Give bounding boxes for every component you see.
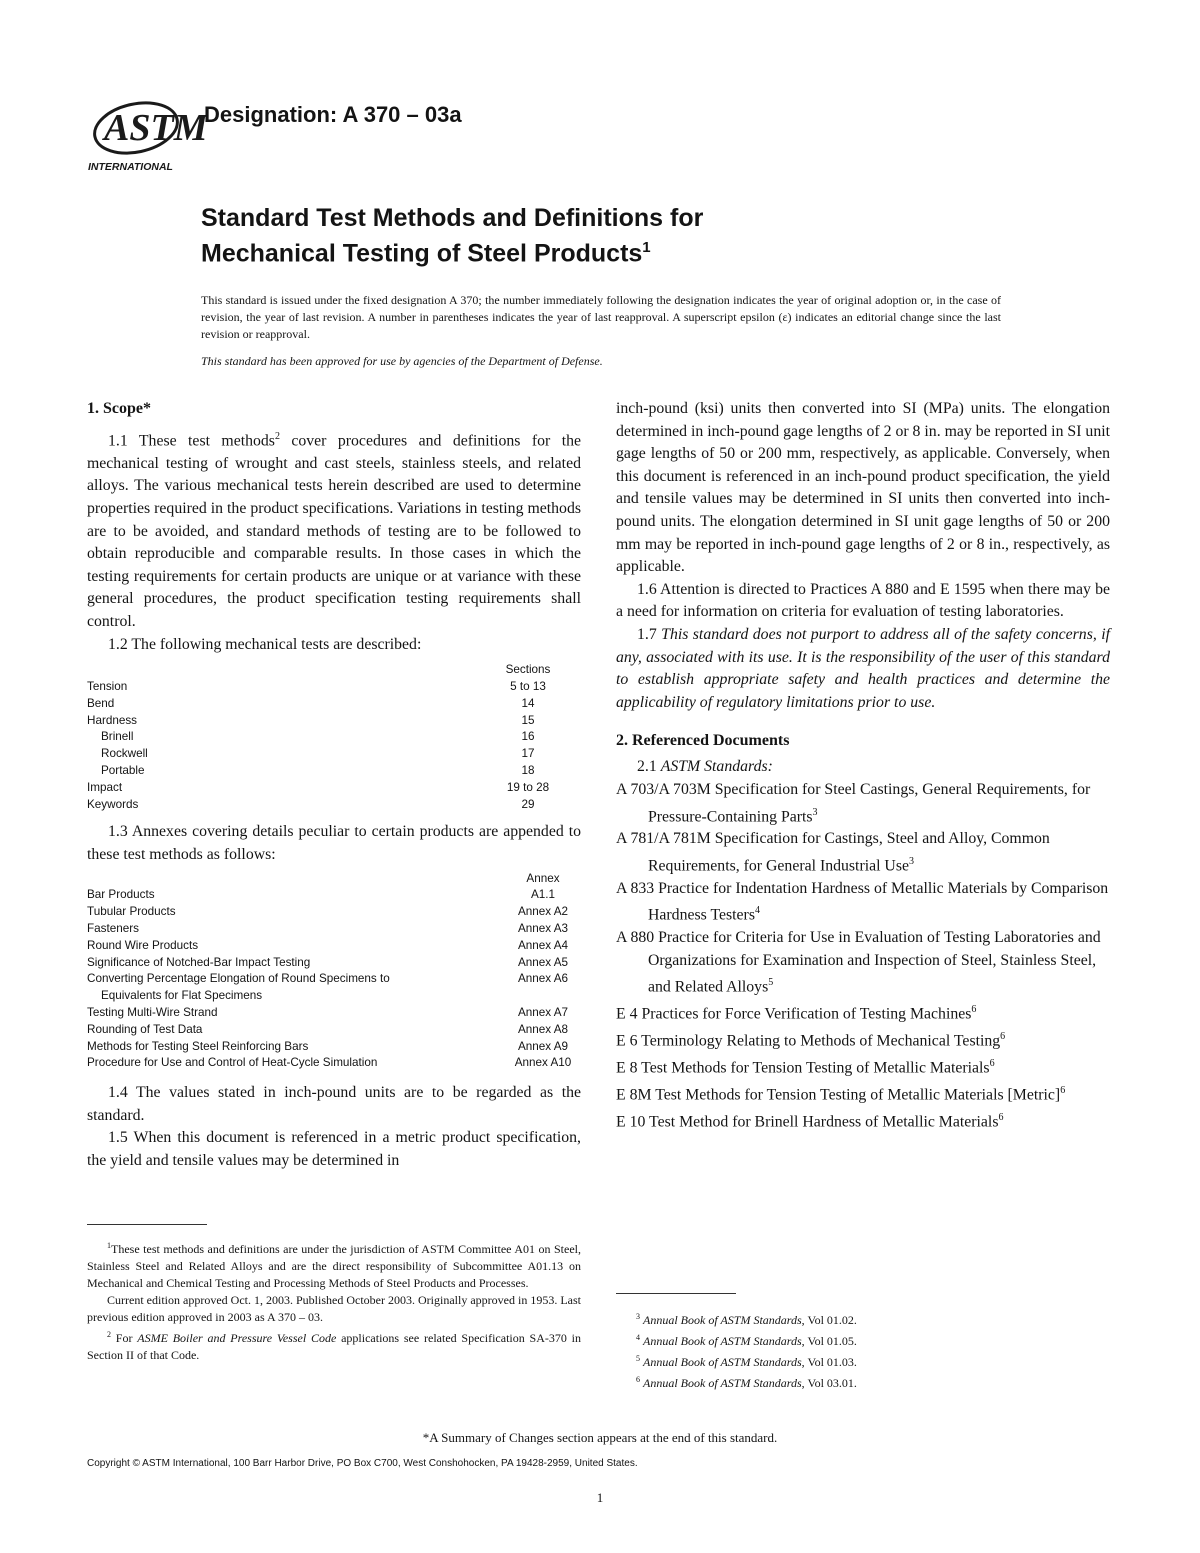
reference-item: E 4 Practices for Force Verification of Testing Machines$^6$ — [616, 1004, 977, 1023]
reference-item: A 781/A 781M Specification for Castings, Steel and Alloy, Common Requirements, for General Industrial Use$^3$ — [616, 830, 1050, 875]
table-row: Rounding of Test Data Annex A8 — [87, 1022, 569, 1036]
reference-item: E 6 Terminology Relating to Methods of Mechanical Testing$^6$ — [616, 1031, 1006, 1050]
table-row: Testing Multi-Wire Strand Annex A7 — [87, 1005, 569, 1019]
table-row: Tension 5 to 13 — [87, 680, 546, 693]
reference-item: E 8 Test Methods for Tension Testing of Metallic Materials$^6$ — [616, 1058, 995, 1077]
table-row: Procedure for Use and Control of Heat-Cycle Simulation Annex A10 — [87, 1056, 572, 1070]
table-row: Brinell 16 — [101, 730, 535, 744]
issued-note: This standard is issued under the fixed designation A 370; the number immediately following the designation indicates the year of original adoption or, in the case of revision, the year of last revision. A number in parentheses indicates the year of last reapproval. A superscript epsilon (ε) indicates an editorial change since the last revision or reapproval. — [201, 293, 1001, 341]
footnote-rule-right — [616, 1293, 736, 1294]
table-header: Annex — [526, 871, 560, 885]
paragraph-1-5-continued: inch-pound (ksi) units then converted into SI (MPa) units. The elongation determined in inch-pound gage lengths of 2 or 8 in. may be reported in SI unit gage lengths of 50 or 200 mm, respectively, as applicable. Conversely, when this document is referenced in an inch-pound product specification, the yield and tensile values may be determined in SI units then converted into inch-pound units. The elongation determined in SI unit gage lengths of 50 or 200 mm may be reported in inch-pound gage lengths of 2 or 8 in., respectively, as applicable. — [616, 400, 1110, 576]
paragraph-1-3: 1.3 Annexes covering details peculiar to certain products are appended to these test methods as follows: — [87, 823, 581, 863]
reference-item: A 880 Practice for Criteria for Use in Evaluation of Testing Laboratories and Organizations for Examination and Inspection of Steel, Stainless Steel, and Related Alloys$^5$ — [616, 929, 1101, 996]
edition-note: Current edition approved Oct. 1, 2003. Published October 2003. Originally approved in 1953. Last previous edition approved in 2003 as A 370 – 03. — [87, 1293, 581, 1324]
designation: Designation: A 370 – 03a — [204, 102, 462, 127]
table-row: Portable 18 — [101, 763, 535, 777]
section-heading-scope: 1. Scope* — [87, 400, 151, 417]
footnotes-left — [87, 1237, 581, 1364]
table-row: Tubular Products Annex A2 — [87, 905, 569, 919]
paragraph-1-5: 1.5 When this document is referenced in a metric product specification, the yield and tensile values may be determined in — [87, 1129, 581, 1169]
section-heading-referenced-documents: 2. Referenced Documents — [616, 732, 790, 750]
table-row: Bar Products A1.1 — [87, 888, 556, 902]
footnotes-right — [616, 1308, 1110, 1392]
paragraph-1-4: 1.4 The values stated in inch-pound units are to be regarded as the standard. — [87, 1084, 581, 1124]
annex-table — [87, 871, 581, 1073]
footnote-4: $^4$ Annual Book of ASTM Standards, Vol 01.05. — [636, 1333, 857, 1348]
footnote-2: $^2$ For ASME Boiler and Pressure Vessel Code applications see related Specification SA-370 in Section II of that Code. — [87, 1330, 582, 1362]
footnote-rule-left — [87, 1224, 207, 1225]
reference-item: E 10 Test Method for Brinell Hardness of Metallic Materials$^6$ — [616, 1111, 1004, 1131]
table-row: Significance of Notched-Bar Impact Testing Annex A5 — [87, 955, 569, 969]
document-title — [201, 203, 703, 268]
logo-lettering: ASTM — [104, 107, 208, 149]
summary-of-changes-note: *A Summary of Changes section appears at the end of this standard. — [422, 1430, 778, 1445]
table-row: Methods for Testing Steel Reinforcing Bars Annex A9 — [87, 1039, 569, 1053]
title-line-2: Mechanical Testing of Steel Products$^1$ — [201, 239, 651, 268]
paragraph-2-1: 2.1 ASTM Standards: — [637, 758, 773, 776]
astm-logo — [86, 94, 208, 174]
tests-table — [87, 662, 581, 813]
table-row: Converting Percentage Elongation of Round Specimens to Annex A6 — [87, 972, 569, 986]
logo-international-text: INTERNATIONAL — [88, 161, 173, 173]
paragraph-1-2: 1.2 The following mechanical tests are described: — [108, 635, 422, 653]
copyright-line: Copyright © ASTM International, 100 Barr Harbor Drive, PO Box C700, West Conshohocken, PA 19428-2959, United States. — [87, 1458, 638, 1469]
table-row: Bend 14 — [87, 696, 535, 710]
table-row: Round Wire Products Annex A4 — [87, 938, 569, 952]
table-row: Impact 19 to 28 — [87, 780, 550, 794]
table-row: Equivalents for Flat Specimens — [101, 989, 263, 1003]
astm-logo-icon — [86, 94, 208, 174]
table-row: Fasteners Annex A3 — [87, 921, 569, 935]
paragraph-1-7: 1.7 This standard does not purport to address all of the safety concerns, if any, associated with its use. It is the responsibility of the user of this standard to establish appropriate safety and health practices and determine the applicability of regulatory limitations prior to use. — [616, 625, 1110, 711]
table-header: Sections — [505, 663, 551, 677]
paragraph-1-6: 1.6 Attention is directed to Practices A 880 and E 1595 when there may be a need for information on criteria for evaluation of testing laboratories. — [616, 580, 1110, 621]
left-column — [87, 398, 581, 1173]
footnote-1: $^1$These test methods and definitions are under the jurisdiction of ASTM Committee A01 on Steel, Stainless Steel and Related Alloys and are the direct responsibility of Subcommittee A01.13 on Mechanical and Chemical Testing and Processing Methods of Steel Products and Processes. — [87, 1241, 581, 1290]
title-line-1: Standard Test Methods and Definitions for — [201, 204, 704, 232]
dod-note: This standard has been approved for use by agencies of the Department of Defense. — [201, 354, 603, 368]
right-column — [616, 398, 1110, 1134]
reference-item: E 8M Test Methods for Tension Testing of Metallic Materials [Metric]$^6$ — [616, 1084, 1066, 1104]
footnote-5: $^5$ Annual Book of ASTM Standards, Vol 01.03. — [636, 1354, 857, 1369]
page-number: 1 — [596, 1490, 604, 1505]
paragraph-1-1: 1.1 These test methods$^2$ cover procedures and definitions for the mechanical testing of wrought and cast steels, stainless steels, and related alloys. The various mechanical tests herein described are used to determine properties required in the product specifications. Variations in testing methods are to be avoided, and standard methods of testing are to be followed to obtain reproducible and comparable results. In those cases in which the testing requirements for certain products are unique or at variance with these general procedures, the product specification testing requirements shall control. — [87, 431, 581, 631]
reference-item: A 703/A 703M Specification for Steel Castings, General Requirements, for Pressure-Containing Parts$^3$ — [616, 780, 1091, 825]
reference-item: A 833 Practice for Indentation Hardness of Metallic Materials by Comparison Hardness Testers$^4$ — [616, 879, 1109, 924]
table-row: Hardness 15 — [87, 713, 535, 727]
footnote-3: $^3$ Annual Book of ASTM Standards, Vol 01.02. — [636, 1312, 857, 1327]
footnote-6: $^6$ Annual Book of ASTM Standards, Vol 03.01. — [636, 1375, 857, 1390]
table-row: Keywords 29 — [87, 797, 535, 811]
table-row: Rockwell 17 — [101, 747, 535, 761]
title-footnote-mark: 1 — [642, 239, 651, 256]
